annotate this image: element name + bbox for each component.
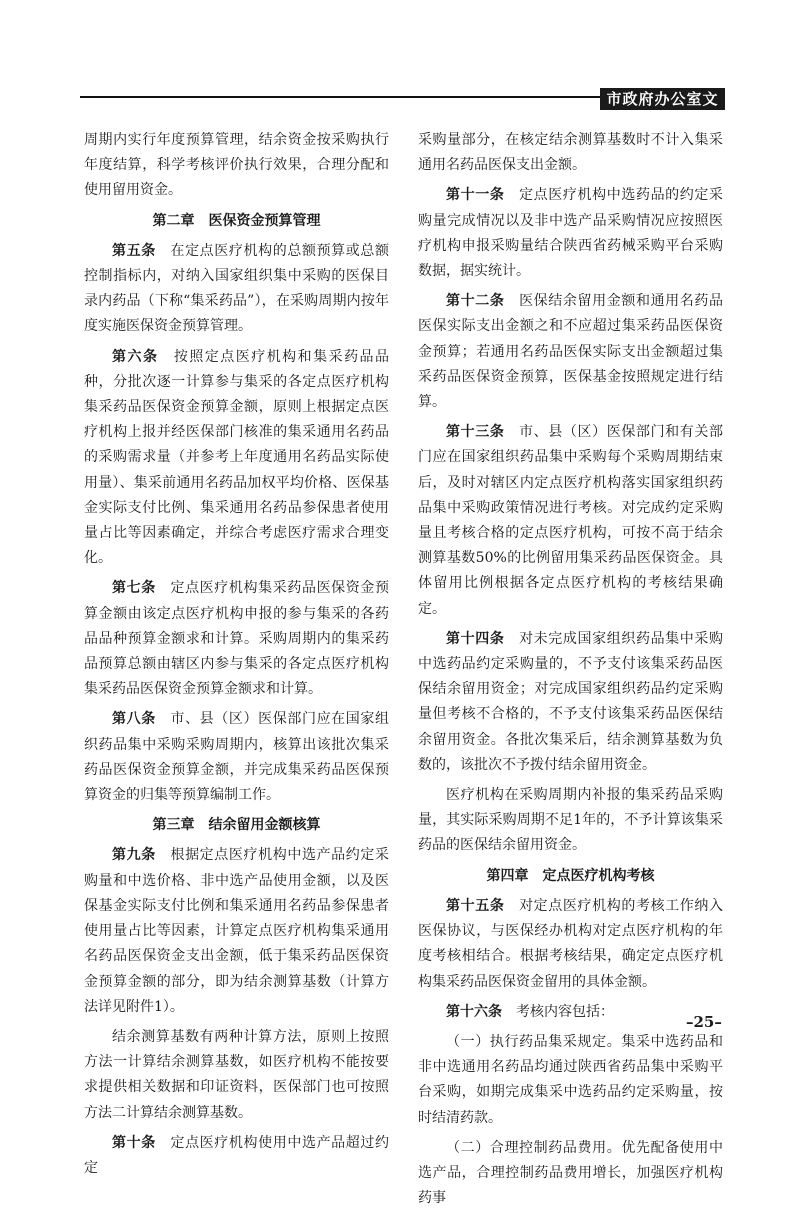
article-12 (418, 289, 723, 415)
list-item-text: 优先配备使用中选产品，合理控制药品费用增长，加强医疗机构药事 (418, 1139, 724, 1207)
article-13 (418, 420, 723, 622)
article-label: 第八条 (112, 711, 156, 728)
list-item-1 (418, 1030, 723, 1131)
article-11 (418, 183, 723, 284)
running-header-title: 市政府办公室文件 (600, 88, 725, 110)
article-text: 市、县（区）医保部门应在国家组织药品集中采购采购周期内，核算出该批次集采药品医保资金预算金额，并完成集采药品医保预算资金的归集等预算编制工作。 (84, 711, 390, 804)
article-5 (84, 239, 389, 340)
chapter-heading: 第二章 医保资金预算管理 (152, 212, 321, 229)
article-text: 在定点医疗机构的总额预算或总额控制指标内，对纳入国家组织集中采购的医保目录内药品（下称“集采药品”），在采购周期内按年度实施医保资金预算管理。 (84, 242, 390, 335)
article-label: 第十二条 (446, 293, 505, 310)
article-8 (84, 707, 389, 808)
article-label: 第十五条 (446, 897, 505, 914)
article-text: 对未完成国家组织药品集中采购中选药品约定采购量的，不予支付该集采药品医保结余留用资金；对完成国家组织药品约定采购量但考核不合格的，不予支付该集采药品医保结余留用资金。各批次集采后，结余测算基数为负数的，该批次不予拨付结余留用资金。 (418, 630, 724, 773)
article-label: 第七条 (112, 580, 156, 597)
article-9 (84, 843, 389, 1019)
page-number: –25– (686, 1013, 722, 1031)
article-6 (84, 345, 389, 572)
article-text: 市、县（区）医保部门和有关部门应在国家组织药品集中采购每个采购周期结束后，及时对辖区内定点医疗机构落实国家组织药品集中采购政策情况进行考核。对完成约定采购量且考核合格的定点医疗机构，可按不高于结余测算基数50%的比例留用集采药品医保资金。具体留用比例根据各定点医疗机构的考核结果确定。 (418, 424, 724, 617)
article-label: 第十三条 (446, 424, 505, 441)
left-column (84, 128, 389, 1186)
paragraph: 结余测算基数有两种计算方法，原则上按照方法一计算结余测算基数，如医疗机构不能按要求提供相关数据和印证资料，医保部门也可按照方法二计算结余测算基数。 (84, 1028, 389, 1121)
list-item-2 (418, 1136, 723, 1212)
article-label: 第十一条 (446, 187, 505, 204)
paragraph: 周期内实行年度预算管理，结余资金按采购执行年度结算，科学考核评价执行效果，合理分配和使用留用资金。 (84, 132, 389, 199)
article-text: 定点医疗机构集采药品医保资金预算金额由该定点医疗机构申报的参与集采的各药品品种预算金额求和计算。采购周期内的集采药品预算总额由辖区内参与集采的各定点医疗机构集采药品医保资金预算金额求和计算。 (84, 580, 390, 698)
article-label: 第五条 (112, 242, 156, 259)
paragraph: 医疗机构在采购周期内补报的集采药品采购量，其实际采购周期不足1年的，不予计算该集采药品的医保结余留用资金。 (418, 787, 723, 854)
right-column (418, 128, 723, 1216)
chapter-heading: 第三章 结余留用金额核算 (152, 817, 321, 834)
article-text: 医保结余留用金额和通用名药品医保实际支出金额之和不应超过集采药品医保资金预算；若通用名药品医保实际支出金额超过集采药品医保资金预算，医保基金按照规定进行结算。 (418, 293, 724, 411)
article-text: 对定点医疗机构的考核工作纳入医保协议，与医保经办机构对定点医疗机构的年度考核相结合。根据考核结果，确定定点医疗机构集采药品医保资金留用的具体金额。 (418, 897, 724, 990)
paragraph: 采购量部分，在核定结余测算基数时不计入集采通用名药品医保支出金额。 (418, 132, 723, 174)
article-label: 第六条 (112, 348, 159, 365)
article-text: 根据定点医疗机构中选产品约定采购量和中选价格、非中选产品使用金额，以及医保基金实际支付比例和集采通用名药品参保患者使用量占比等因素，计算定点医疗机构集采通用名药品医保资金支出金额，低于集采药品医保资金预算金额的部分，即为结余测算基数（计算方法详见附件1）。 (84, 847, 390, 1015)
article-text: 考核内容包括： (502, 1003, 614, 1020)
article-text: 定点医疗机构使用中选产品超过约定 (84, 1134, 390, 1176)
article-label: 第十六条 (446, 1003, 502, 1020)
chapter-heading: 第四章 定点医疗机构考核 (486, 867, 655, 884)
list-item-label: （一）执行药品集采规定。 (446, 1033, 622, 1050)
article-14 (418, 627, 723, 778)
article-10 (84, 1131, 389, 1181)
article-text: 按照定点医疗机构和集采药品品种，分批次逐一计算参与集采的各定点医疗机构集采药品医保资金预算金额，原则上根据定点医疗机构上报并经医保部门核准的集采通用名药品的采购需求量（并参考上年度通用名药品实际使用量）、集采前通用名药品加权平均价格、医保基金实际支付比例、集采通用名药品参保患者使用量占比等因素确定，并综合考虑医疗需求合理变化。 (84, 348, 390, 567)
article-label: 第十条 (112, 1134, 156, 1151)
article-16 (418, 1000, 723, 1025)
article-15 (418, 894, 723, 995)
article-label: 第十四条 (446, 630, 505, 647)
article-label: 第九条 (112, 847, 156, 864)
list-item-label: （二）合理控制药品费用。 (446, 1139, 622, 1156)
list-item-text: 集采中选药品和非中选通用名药品均通过陕西省药品集中采购平台采购，如期完成集采中选药品约定采购量，按时结清药款。 (418, 1033, 724, 1126)
article-text: 定点医疗机构中选药品的约定采购量完成情况以及非中选产品采购情况应按照医疗机构申报采购量结合陕西省药械采购平台采购数据，据实统计。 (418, 187, 724, 280)
article-7 (84, 576, 389, 702)
